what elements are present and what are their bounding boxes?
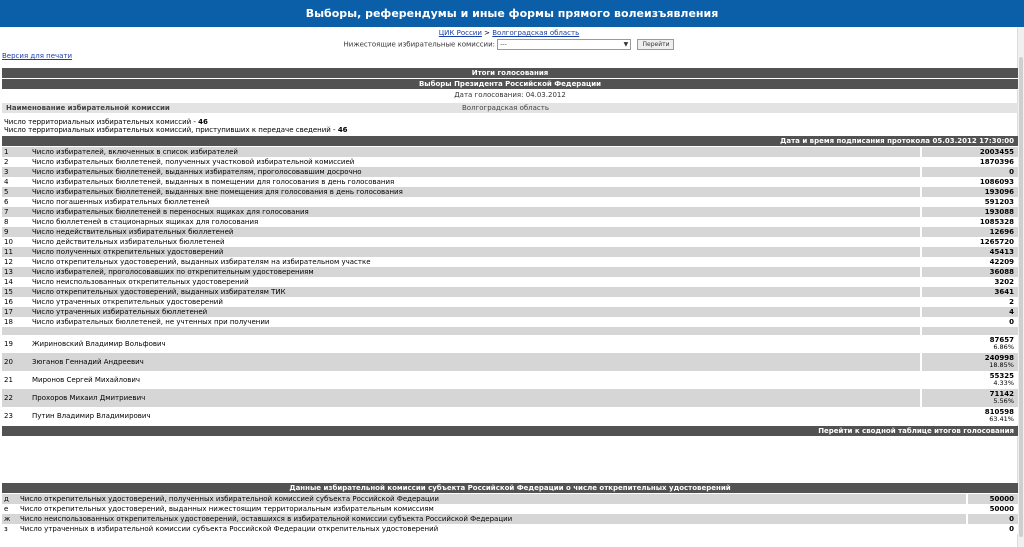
info-commissions: Число территориальных избирательных комиссий - 46 <box>4 118 208 126</box>
row-label: Число действительных избирательных бюллетеней <box>30 237 920 247</box>
candidate-row <box>2 371 1018 389</box>
row-value <box>922 371 1018 389</box>
row-number: е <box>2 504 18 514</box>
row-number: 1 <box>2 147 30 157</box>
subordinate-select[interactable] <box>497 39 631 50</box>
table-row <box>2 297 1018 307</box>
subordinate-label: Нижестоящие избирательные комиссии: <box>343 40 496 49</box>
row-number: 3 <box>2 167 30 177</box>
row-number: ж <box>2 514 18 524</box>
results-section <box>2 68 1018 437</box>
subject-table <box>2 494 1018 534</box>
row-label: Число полученных открепительных удостоверений <box>30 247 920 257</box>
row-number: 13 <box>2 267 30 277</box>
site-title: Выборы, референдумы и иные формы прямого волеизъявления <box>305 7 719 20</box>
commission-row <box>2 103 1018 113</box>
table-row <box>2 317 1018 327</box>
breadcrumb-link-region[interactable]: Волгоградская область <box>492 29 580 37</box>
row-number: 6 <box>2 197 30 207</box>
row-number: 18 <box>2 317 30 327</box>
row-label: Миронов Сергей Михайлович <box>30 371 920 389</box>
row-value <box>922 389 1018 407</box>
results-title: Итоги голосования <box>2 68 1018 79</box>
row-value: 0 <box>968 524 1018 534</box>
table-row <box>2 247 1018 257</box>
row-number: з <box>2 524 18 534</box>
candidate-votes: 810598 <box>984 408 1014 416</box>
table-row <box>2 267 1018 277</box>
candidate-votes: 55325 <box>989 372 1014 380</box>
site-header <box>0 0 1024 27</box>
candidate-row <box>2 353 1018 371</box>
breadcrumb <box>0 29 1018 37</box>
row-number: 2 <box>2 157 30 167</box>
row-value: 0 <box>968 514 1018 524</box>
subordinate-commissions-row <box>0 39 1018 50</box>
row-value: 12696 <box>922 227 1018 237</box>
row-label: Число бюллетеней в стационарных ящиках для голосования <box>30 217 920 227</box>
row-label: Число неиспользованных открепительных удостоверений, оставшихся в избирательной комиссии субъекта Российской Федерации <box>18 514 966 524</box>
row-number: 21 <box>2 371 30 389</box>
row-label: Число утраченных избирательных бюллетеней <box>30 307 920 317</box>
candidate-percent: 63.41% <box>989 415 1014 423</box>
row-value: 0 <box>922 167 1018 177</box>
vertical-scrollbar[interactable] <box>1017 27 1024 547</box>
candidate-votes: 71142 <box>989 390 1014 398</box>
table-row <box>2 494 1018 504</box>
row-number: 4 <box>2 177 30 187</box>
row-label: Число недействительных избирательных бюллетеней <box>30 227 920 237</box>
subject-section <box>2 483 1018 534</box>
table-row <box>2 504 1018 514</box>
print-version-link[interactable]: Версия для печати <box>2 52 73 60</box>
row-number: 7 <box>2 207 30 217</box>
commission-header: Наименование избирательной комиссии <box>6 104 170 112</box>
table-row <box>2 197 1018 207</box>
row-value: 0 <box>922 317 1018 327</box>
row-value: 193088 <box>922 207 1018 217</box>
row-label: Число избирательных бюллетеней, полученных участковой избирательной комиссией <box>30 157 920 167</box>
table-row <box>2 167 1018 177</box>
candidate-row <box>2 335 1018 353</box>
row-number: 16 <box>2 297 30 307</box>
row-value: 1085328 <box>922 217 1018 227</box>
row-value: 193096 <box>922 187 1018 197</box>
table-row <box>2 207 1018 217</box>
candidate-percent: 18.85% <box>989 361 1014 369</box>
row-number: 8 <box>2 217 30 227</box>
row-number: 17 <box>2 307 30 317</box>
row-number: 19 <box>2 335 30 353</box>
row-number: 20 <box>2 353 30 371</box>
table-row <box>2 237 1018 247</box>
table-row <box>2 287 1018 297</box>
row-value: 45413 <box>922 247 1018 257</box>
row-value: 4 <box>922 307 1018 317</box>
table-row <box>2 187 1018 197</box>
row-label: Жириновский Владимир Вольфович <box>30 335 920 353</box>
candidate-percent: 5.56% <box>993 397 1014 405</box>
row-label: Число избирателей, включенных в список избирателей <box>30 147 920 157</box>
row-number: 11 <box>2 247 30 257</box>
row-label: Путин Владимир Владимирович <box>30 407 920 425</box>
row-value: 3641 <box>922 287 1018 297</box>
candidate-votes: 87657 <box>989 336 1014 344</box>
chevron-down-icon: ▼ <box>623 41 629 48</box>
row-value: 2003455 <box>922 147 1018 157</box>
row-label: Число избирательных бюллетеней, выданных в помещении для голосования в день голосования <box>30 177 920 187</box>
summary-table-link[interactable]: Перейти к сводной таблице итогов голосования <box>2 426 1018 437</box>
scrollbar-thumb[interactable] <box>1019 57 1023 537</box>
row-label: Число утраченных в избирательной комиссии субъекта Российской Федерации открепительных удостоверений <box>18 524 966 534</box>
table-row <box>2 257 1018 267</box>
row-label: Число избирательных бюллетеней, не учтенных при получении <box>30 317 920 327</box>
row-label: Число открепительных удостоверений, полученных избирательной комиссией субъекта Российской Федерации <box>18 494 966 504</box>
info-commissions-started: Число территориальных избирательных комиссий, приступивших к передаче сведений - 46 <box>4 126 348 134</box>
table-row <box>2 524 1018 534</box>
row-value: 591203 <box>922 197 1018 207</box>
candidate-row <box>2 407 1018 425</box>
row-label: Число открепительных удостоверений, выданных избирателям на избирательном участке <box>30 257 920 267</box>
row-value: 1265720 <box>922 237 1018 247</box>
subject-title: Данные избирательной комиссии субъекта Российской Федерации о числе открепительных удостоверений <box>2 483 1018 494</box>
row-value: 3202 <box>922 277 1018 287</box>
breadcrumb-link-cik[interactable]: ЦИК России <box>438 29 482 37</box>
row-label: Число открепительных удостоверений, выданных избирателям ТИК <box>30 287 920 297</box>
candidate-row <box>2 389 1018 407</box>
row-value: 1086093 <box>922 177 1018 187</box>
separator-row <box>2 327 1018 335</box>
row-value: 50000 <box>968 504 1018 514</box>
breadcrumb-separator: > <box>484 29 491 37</box>
row-number: 23 <box>2 407 30 425</box>
voting-date: Дата голосования: 04.03.2012 <box>454 91 566 99</box>
row-number: д <box>2 494 18 504</box>
row-label: Зюганов Геннадий Андреевич <box>30 353 920 371</box>
row-value: 50000 <box>968 494 1018 504</box>
candidate-percent: 4.33% <box>993 379 1014 387</box>
row-label: Число избирателей, проголосовавших по открепительным удостоверениям <box>30 267 920 277</box>
go-button[interactable]: Перейти <box>637 39 674 50</box>
results-table <box>2 147 1018 425</box>
candidate-votes: 240998 <box>984 354 1014 362</box>
row-number: 12 <box>2 257 30 267</box>
candidate-percent: 6.86% <box>993 343 1014 351</box>
table-row <box>2 147 1018 157</box>
row-label: Число открепительных удостоверений, выданных нижестоящим территориальным избирательным комиссиям <box>18 504 966 514</box>
row-label: Прохоров Михаил Дмитриевич <box>30 389 920 407</box>
table-row <box>2 157 1018 167</box>
row-value <box>922 407 1018 425</box>
row-label: Число избирательных бюллетеней, выданных вне помещения для голосования в день голосования <box>30 187 920 197</box>
subordinate-select-value: --- <box>500 41 507 48</box>
protocol-datetime: Дата и время подписания протокола 05.03.2012 17:30:00 <box>2 136 1018 147</box>
table-row <box>2 217 1018 227</box>
table-row <box>2 514 1018 524</box>
row-value <box>922 335 1018 353</box>
row-label: Число избирательных бюллетеней, выданных избирателям, проголосовавшим досрочно <box>30 167 920 177</box>
row-label: Число погашенных избирательных бюллетеней <box>30 197 920 207</box>
table-row <box>2 227 1018 237</box>
row-number: 15 <box>2 287 30 297</box>
row-value: 1870396 <box>922 157 1018 167</box>
row-number: 22 <box>2 389 30 407</box>
election-title: Выборы Президента Российской Федерации <box>2 79 1018 90</box>
table-row <box>2 177 1018 187</box>
row-value: 42209 <box>922 257 1018 267</box>
row-number: 14 <box>2 277 30 287</box>
commission-value: Волгоградская область <box>462 104 549 112</box>
row-label: Число избирательных бюллетеней в переносных ящиках для голосования <box>30 207 920 217</box>
table-row <box>2 277 1018 287</box>
row-number: 9 <box>2 227 30 237</box>
row-number: 5 <box>2 187 30 197</box>
table-row <box>2 307 1018 317</box>
row-number: 10 <box>2 237 30 247</box>
row-value: 36088 <box>922 267 1018 277</box>
row-value <box>922 353 1018 371</box>
row-label: Число утраченных открепительных удостоверений <box>30 297 920 307</box>
row-label: Число неиспользованных открепительных удостоверений <box>30 277 920 287</box>
row-value: 2 <box>922 297 1018 307</box>
